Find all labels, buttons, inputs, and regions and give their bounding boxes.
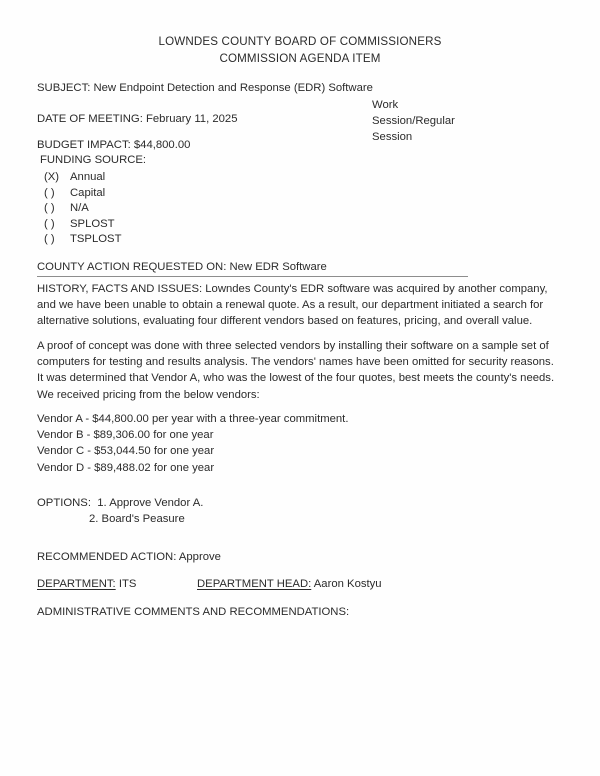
funding-option-annual[interactable] (44, 170, 121, 186)
options-row-first (37, 495, 203, 511)
funding-checkbox-na[interactable]: ( ) (44, 202, 55, 215)
funding-option-tsplost[interactable] (44, 232, 121, 248)
options-block (37, 495, 203, 527)
funding-label-na: N/A (70, 202, 89, 215)
vendor-b-line: Vendor B - $89,306.00 for one year (37, 429, 214, 442)
option-1: 1. Approve Vendor A. (97, 497, 204, 509)
budget-impact-line: BUDGET IMPACT: $44,800.00 (37, 139, 191, 151)
recommended-action-line: RECOMMENDED ACTION: Approve (37, 551, 221, 563)
funding-label-annual: Annual (70, 171, 106, 183)
funding-source-label: FUNDING SOURCE: (40, 154, 147, 166)
session-type-block (372, 97, 492, 145)
department-value: ITS (118, 578, 137, 590)
vendor-d-line: Vendor D - $89,488.02 for one year (37, 461, 215, 474)
funding-checkbox-annual[interactable]: (X) (44, 171, 60, 183)
funding-checkbox-tsplost[interactable]: ( ) (44, 233, 55, 246)
department-head-label: DEPARTMENT HEAD: (197, 578, 312, 590)
funding-option-splost[interactable] (44, 217, 121, 233)
funding-checkbox-splost[interactable]: ( ) (44, 217, 55, 230)
funding-checkbox-capital[interactable]: ( ) (44, 186, 55, 199)
section-divider-rule (37, 276, 468, 277)
meeting-date-line: DATE OF MEETING: February 11, 2025 (37, 113, 238, 125)
session-line-2: Session/Regular (372, 115, 455, 127)
administrative-comments-line: ADMINISTRATIVE COMMENTS AND RECOMMENDATIONS: (37, 606, 350, 618)
header-line-board: LOWNDES COUNTY BOARD OF COMMISSIONERS (158, 35, 442, 48)
county-action-requested-line: COUNTY ACTION REQUESTED ON: New EDR Software (37, 261, 327, 273)
session-line-3: Session (372, 131, 413, 143)
funding-label-splost: SPLOST (70, 217, 115, 230)
funding-label-capital: Capital (70, 186, 106, 199)
options-label: OPTIONS: (37, 497, 91, 509)
vendor-pricing-list (37, 411, 348, 476)
history-facts-issues-paragraph: HISTORY, FACTS AND ISSUES: Lowndes County's EDR software was acquired by another company, and we have been unable to obtain a renewal quote. As a result, our department initiated a search for alternative solutions, evaluating four different vendors based on features, pricing, and overall value. (37, 283, 548, 328)
funding-option-na[interactable] (44, 201, 121, 217)
department-head-line (197, 578, 382, 590)
option-2: 2. Board's Peasure (89, 513, 185, 526)
vendor-c-line: Vendor C - $53,044.50 for one year (37, 445, 215, 458)
document-header (0, 34, 600, 67)
funding-label-tsplost: TSPLOST (70, 233, 122, 246)
subject-line: SUBJECT: New Endpoint Detection and Response (EDR) Software (37, 82, 373, 94)
session-line-1: Work (372, 99, 399, 111)
header-line-agenda-item: COMMISSION AGENDA ITEM (219, 51, 381, 65)
department-head-value: Aaron Kostyu (313, 578, 382, 590)
proof-of-concept-paragraph: A proof of concept was done with three selected vendors by installing their software on a sample set of computers for testing and results analysis. The vendors' names have been omitted for security reasons. It was determined that Vendor A, who was the lowest of the four quotes, best meets the county's needs. We received pricing from the below vendors: (37, 340, 555, 401)
vendor-a-line: Vendor A - $44,800.00 per year with a three-year commitment. (37, 413, 349, 425)
department-line (37, 578, 136, 590)
department-label: DEPARTMENT: (37, 578, 116, 590)
funding-option-capital[interactable] (44, 186, 121, 202)
funding-source-options (44, 170, 121, 248)
